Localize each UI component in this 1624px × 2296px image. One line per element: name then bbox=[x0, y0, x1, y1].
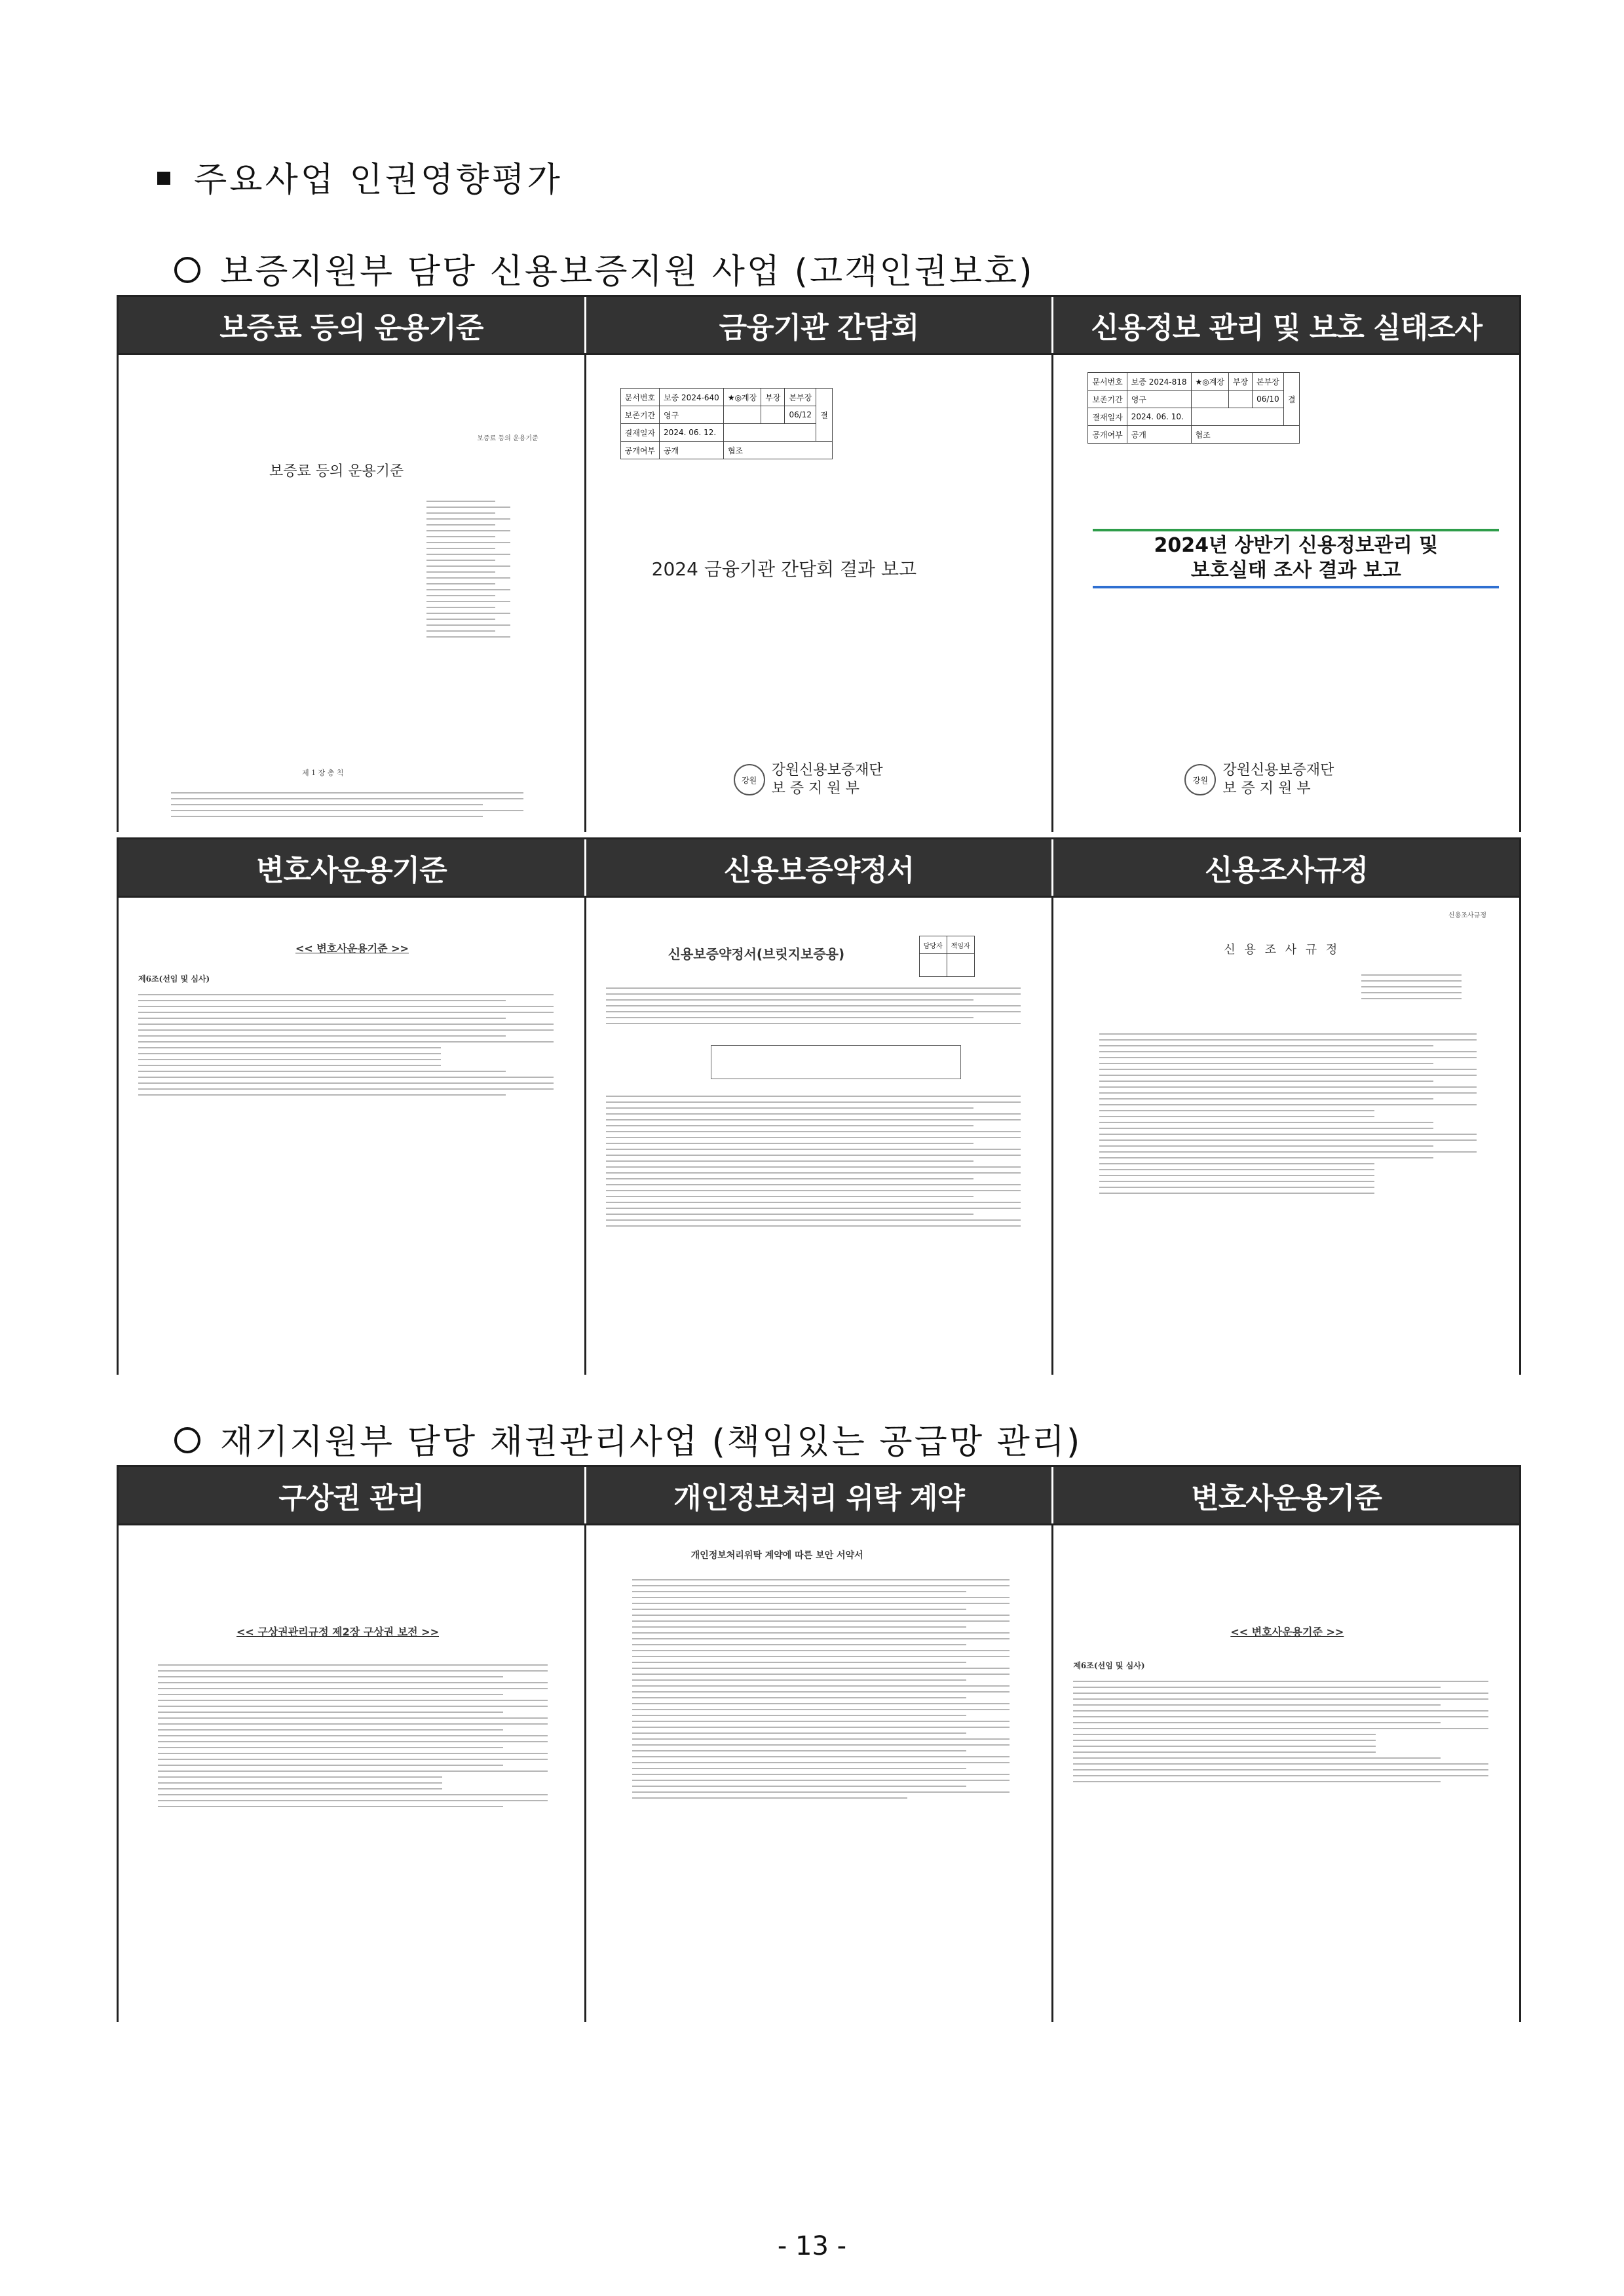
doc-credit-info-survey bbox=[1053, 355, 1519, 832]
section1-grid-top bbox=[117, 295, 1521, 832]
doc-header-tag: 보증료 등의 운용기준 bbox=[477, 435, 538, 442]
green-rule bbox=[1093, 529, 1499, 531]
square-bullet-icon bbox=[157, 172, 170, 185]
org-seal bbox=[734, 761, 883, 798]
dept-name: 보 증 지 원 부 bbox=[771, 780, 859, 797]
org-name: 강원신용보증재단 bbox=[771, 762, 883, 778]
rules-body bbox=[1099, 1029, 1492, 1198]
doc-credit-guarantee-agreement bbox=[586, 898, 1054, 1375]
blue-rule bbox=[1093, 586, 1499, 588]
header-bank-meeting: 금융기관 간담회 bbox=[586, 297, 1054, 353]
org-name: 강원신용보증재단 bbox=[1222, 762, 1334, 778]
doc-lawyer-guideline bbox=[119, 898, 586, 1375]
doc-title: 신용보증약정서(브릿지보증용) bbox=[668, 946, 845, 962]
doc-privacy-pledge bbox=[586, 1525, 1054, 2022]
doc-title: 개인정보처리위탁 계약에 따른 보안 서약서 bbox=[690, 1550, 863, 1561]
header-lawyer-guideline-2: 변호사운용기준 bbox=[1191, 1482, 1382, 1515]
page-number: - 13 - bbox=[777, 2231, 847, 2261]
header-credit-investigation-rules: 신용조사규정 bbox=[1205, 854, 1369, 887]
org-seal bbox=[1184, 761, 1334, 798]
circle-bullet-icon bbox=[174, 1427, 200, 1453]
section2-grid bbox=[117, 1465, 1521, 2022]
agreement-body bbox=[606, 983, 1038, 1029]
emblem-icon: 강원 bbox=[734, 764, 765, 795]
doc-title: 2024 금융기관 간담회 결과 보고 bbox=[651, 558, 917, 580]
dept-name: 보 증 지 원 부 bbox=[1222, 780, 1311, 797]
doc-bank-meeting bbox=[586, 355, 1054, 832]
section2-title: 재기지원부 담당 채권관리사업 (책임있는 공급망 관리) bbox=[220, 1423, 1082, 1462]
section2-heading bbox=[174, 1414, 1082, 1463]
approval-table: 문서번호 보증 2024-640 ★◎계장 부장 본부장 결 보존기간 영구 06/12 결재일자 2024. 06. 12. 공개여부 공개 협조 bbox=[620, 388, 833, 459]
header-credit-info-survey: 신용정보 관리 및 보호 실태조사 bbox=[1091, 311, 1482, 345]
doc-title: << 변호사운용기준 >> bbox=[1230, 1626, 1344, 1638]
header-privacy-outsourcing-contract: 개인정보처리 위탁 계약 bbox=[586, 1467, 1054, 1523]
header-fee-guideline: 보증료 등의 운용기준 bbox=[119, 297, 586, 353]
doc-header-tag: 신용조사규정 bbox=[1448, 912, 1487, 919]
article-text bbox=[171, 788, 538, 822]
amount-box bbox=[711, 1045, 961, 1079]
doc-title: 2024년 상반기 신용정보관리 및 보호실태 조사 결과 보고 bbox=[1154, 534, 1439, 582]
pledge-body bbox=[632, 1575, 1025, 1803]
doc-fee-guideline bbox=[119, 355, 586, 832]
doc-indemnity-rules bbox=[119, 1525, 586, 2022]
main-heading bbox=[157, 152, 563, 201]
header-indemnity-management: 구상권 관리 bbox=[119, 1467, 586, 1523]
section1-heading bbox=[174, 244, 1034, 293]
chapter-title: 제 1 장 총 칙 bbox=[302, 769, 344, 777]
doc-title: 신 용 조 사 규 정 bbox=[1224, 943, 1340, 957]
header-lawyer-guideline: 변호사운용기준 bbox=[119, 839, 586, 896]
article-title: 제6조(선임 및 심사) bbox=[1073, 1661, 1145, 1670]
doc-title: << 구상권관리규정 제2장 구상권 보전 >> bbox=[236, 1626, 439, 1638]
section1-grid-bottom bbox=[117, 837, 1521, 1375]
doc-credit-investigation-rules bbox=[1053, 898, 1519, 1375]
article-body bbox=[138, 989, 571, 1100]
sign-table: 담당자 책임자 bbox=[919, 936, 975, 977]
doc-title: << 변호사운용기준 >> bbox=[295, 942, 409, 955]
rules-body bbox=[158, 1660, 564, 1812]
agreement-terms bbox=[606, 1091, 1038, 1231]
section1-title: 보증지원부 담당 신용보증지원 사업 (고객인권보호) bbox=[220, 252, 1034, 292]
circle-bullet-icon bbox=[174, 257, 200, 283]
emblem-icon: 강원 bbox=[1184, 764, 1216, 795]
doc-lawyer-guideline-2 bbox=[1053, 1525, 1519, 2022]
revision-list bbox=[426, 496, 525, 642]
article-body bbox=[1073, 1676, 1505, 1787]
article-title: 제6조(선임 및 심사) bbox=[138, 974, 210, 984]
revision-list bbox=[1361, 970, 1479, 1004]
header-credit-guarantee-agreement: 신용보증약정서 bbox=[586, 839, 1054, 896]
doc-title: 보증료 등의 운용기준 bbox=[269, 463, 404, 480]
main-heading-text: 주요사업 인권영향평가 bbox=[194, 161, 563, 200]
approval-table: 문서번호 보증 2024-818 ★◎계장 부장 본부장 결 보존기간 영구 06/10 결재일자 2024. 06. 10. 공개여부 공개 협조 bbox=[1087, 372, 1300, 444]
